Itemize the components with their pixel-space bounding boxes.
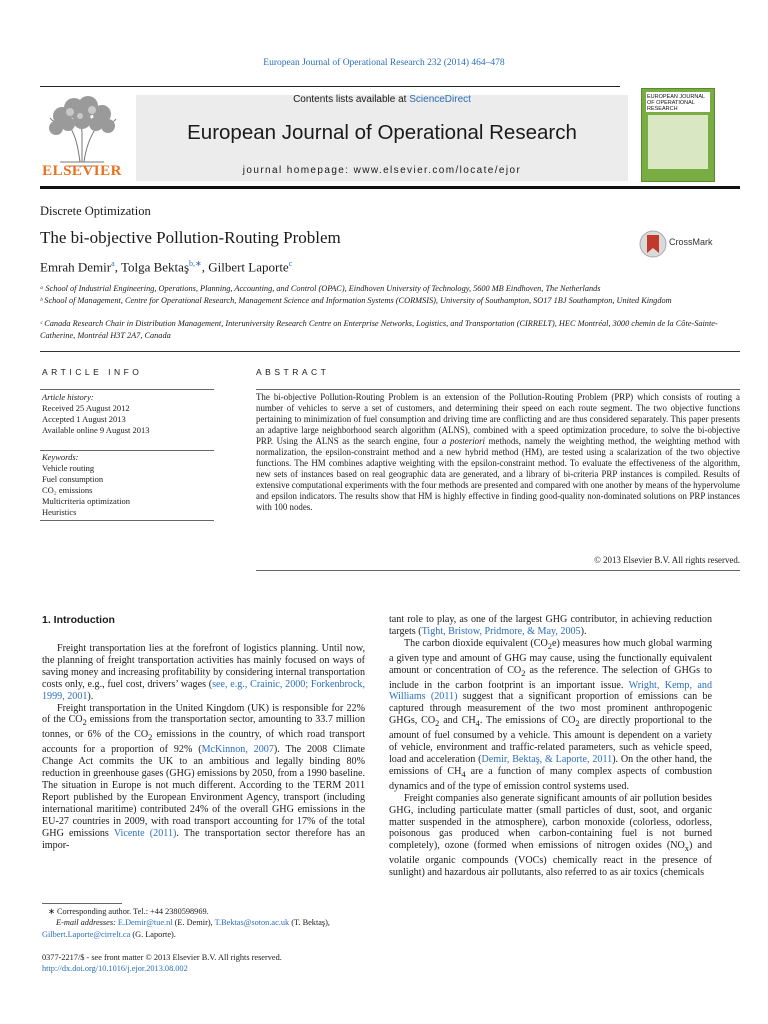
crossmark-label[interactable]: CrossMark [669,237,713,247]
citation-link[interactable]: Demir, Bektaş, & Laporte, 2011 [481,754,613,766]
text-run: ). [87,690,94,702]
history-label: Article history: [42,392,94,402]
contents-line [136,94,628,105]
email-owner: (T. Bektaş), [289,918,330,928]
email-owner: (G. Laporte). [130,929,176,939]
journal-cover-thumbnail[interactable] [641,88,715,182]
email-line [42,917,372,928]
text-run: Freight transportation lies at the forefront of logistics planning. Until now, the planning of freight transportation activities has mainly focused on ways of saving money and increasing profitability by considering internal transportation costs only, e.g., fuel cost, drivers’ wages ( [42,643,365,690]
header-rule [40,86,620,87]
abstract-rule [256,570,740,571]
citation-link[interactable]: see, e.g., Crainic, 2000; Forkenbrock, 1999, 2001 [42,678,365,702]
email-link[interactable]: Gilbert.Laporte@cirrelt.ca [42,929,131,939]
text-run: ). [580,625,587,637]
email-owner: (E. Demir), [172,918,215,928]
body-column-left [42,643,365,851]
info-rule [40,389,214,390]
keyword-item: Fuel consumption [42,474,104,485]
keyword-item: Multicriteria optimization [42,496,131,507]
author-name[interactable]: Gilbert Laporte [208,259,289,275]
paragraph [42,643,365,703]
info-rule [40,450,214,451]
email-label: E-mail addresses: [56,918,116,928]
author-mark[interactable]: a [111,259,115,268]
keywords [42,452,214,519]
affiliation-b: ᵇ School of Management, Centre for Operational Research, Management Science and Information Systems (CORMSIS), University of Southampton, SO17 1BJ Southampton, United Kingdom [40,296,672,305]
journal-homepage [136,165,628,176]
body-column-right [389,614,712,879]
subscript: 4 [461,769,466,779]
online-date: Available online 9 August 2013 [42,425,150,436]
abstract-part: The bi-objective Pollution-Routing Problem is an extension of the Pollution-Routing Problem (PRP) which consists of routing a number of vehicles to serve a set of customers, and determining their speed on each route segment. The two objective functions pertaining to minimization of fuel consumption and driving time are conflicting and are thus considered separately. This paper presents an adaptive large neighborhood search algorithm (ALNS), combined with a speed optimization procedure, to solve the bi-objective PRP. Using the ALNS as the search engine, four [256,392,740,447]
citation-link[interactable]: Tight, Bristow, Pridmore, & May, 2005 [421,625,581,637]
paragraph [389,638,712,793]
text-run: . The transportation sector therefore has an impor- [42,827,365,851]
author-mark[interactable]: b,∗ [189,259,202,268]
email-link[interactable]: E.Demir@tue.nl [117,918,173,928]
subscript: 2 [521,668,526,678]
issn-line: 0377-2217/$ - see front matter © 2013 Elsevier B.V. All rights reserved. [42,953,282,962]
header-thick-rule [40,186,740,189]
paragraph [42,703,365,852]
footnote-rule [42,903,122,904]
journal-title: European Journal of Operational Research [187,121,577,144]
text-run: and CH [439,715,476,727]
keyword-item: CO₂ emissions [42,485,93,496]
section-heading: 1. Introduction [42,614,115,626]
paper-title: The bi-objective Pollution-Routing Problem [40,228,341,247]
issn-block [42,952,372,975]
article-history [42,392,214,436]
text-run: Freight transportation in the United Kingdom (UK) is responsible for 22% of the CO [42,702,365,726]
text-run: ) and volatile organic compounds (VOCs) chemically react in the presence of sunlight) and hazardous air pollutants, also referred to as air toxics (chemicals [389,840,712,879]
text-run: emissions from the transportation sector, amounting to 33.7 million tonnes, or 6% of the CO [42,714,365,741]
keyword-item: Heuristics [42,507,77,518]
subscript: 2 [547,641,552,651]
affiliation-c: ᶜ Canada Research Chair in Distribution Management, Interuniversity Research Centre on Enterprise Networks, Logistics, and Transportation (CIRRELT), HEC Montréal, 3000 chemin de la Côte-Sainte-Catherine, Montréal H3T 2A7, Canada [40,319,718,340]
author-name[interactable]: Emrah Demir [40,259,112,275]
abstract-heading: ABSTRACT [256,367,330,377]
text-run: are directly proportional to the amount of fuel consumed by a vehicle. This amount is dependent on a variety of vehicle, environment and traffic-related parameters, such as vehicle speed, load and acceleration ( [389,715,712,766]
subscript: 2 [82,718,87,728]
elsevier-wordmark: ELSEVIER [42,163,122,179]
abstract-part: methods, namely the weighting method, the weighting method with normalization, the epsilon-constraint method and a new hybrid method (HM), are tested using a scalarization of the two objective functions. The HM combines adaptive weighting with the epsilon-constraint method. To evaluate the effectiveness of the algorithm, new sets of instances based on real geographic data are generated, and a library of bi-criteria PRP instances is compiled. Results of extensive computational experiments with the four methods are presented and compared with one another by means of the hypervolume and epsilon indicators. The results show that HM is highly effective in finding good-quality non-dominated solutions on PRP instances with 100 nodes. [256,436,740,513]
keyword-item: Vehicle routing [42,463,95,474]
text-run: ). The 2008 Climate Change Act commits the UK to an ambitious and legally binding 80% reduction in greenhouse gases (GHG) emissions by 2050, from a 1990 baseline. The situation in Europe is not much different. According to the TERM 2011 Report published by the European Environment Agency, transport (including international maritime) contributed 24% of the overall GHG emissions in the EU-27 countries in 2009, with road transport accounting for 17% of the total GHG emissions [42,744,365,839]
article-section: Discrete Optimization [40,204,151,218]
homepage-label: journal homepage: [242,165,354,176]
text-run: are a function of many complex aspects of combustion dynamics and of the type of emission control systems used. [389,765,712,792]
subscript: 2 [575,719,580,729]
text-run: e) measures how much global warming a given type and amount of GHG may cause, using the functionally equivalent amount or concentration of CO [389,637,712,676]
text-run: suggest that a significant proportion of emissions can be captured through measurement of the two most prominent anthropogenic GHGs, CO [389,691,712,727]
citation-link[interactable]: McKinnon, 2007 [201,744,274,756]
affiliation-a: ᵃ School of Industrial Engineering, Operations, Planning, Accounting, and Control (OPAC), Eindhoven University of Technology, 5600 MB Eindhoven, The Netherlands [40,284,601,293]
info-rule [40,520,214,521]
text-run: The carbon dioxide equivalent (CO [404,637,548,649]
abstract-italic: a posteriori [441,436,486,447]
cover-panel [648,115,708,169]
subscript: 2 [435,719,440,729]
subscript: x [684,844,689,854]
article-info-heading: ARTICLE INFO [42,367,143,377]
citation-link[interactable]: Wright, Kemp, and Williams (2011) [389,679,712,703]
email-line [42,929,372,940]
abstract-text [256,392,740,514]
subscript: 4 [475,719,480,729]
accepted-date: Accepted 1 August 2013 [42,414,126,425]
text-run: . The emissions of CO [479,715,576,727]
journal-citation-link[interactable]: European Journal of Operational Research 232 (2014) 464–478 [263,58,505,68]
footnotes [42,906,372,940]
paragraph [389,793,712,879]
paragraph [389,614,712,638]
doi-link[interactable]: http://dx.doi.org/10.1016/j.ejor.2013.08.002 [42,964,188,974]
author-mark[interactable]: c [288,259,293,268]
text-run: ). On the other hand, the emissions of CH [389,754,712,777]
text-run: as the reference. The selection of GHGs to include in the carbon footprint is an important issue. [389,664,712,691]
corresponding-author-note: ∗ Corresponding author. Tel.: +44 2380598969. [48,907,209,916]
subscript: 2 [148,733,153,743]
author-list: Emrah Demir$^a$, Tolga Bektaş$^{b,∗}$, Gilbert Laporte$^c$ [40,259,293,275]
text-run: Freight companies also generate significant amounts of air pollution besides GHG, including particulate matter (small particles of dust, soot, and organic matter suspended in the atmosphere), carbon monoxide (colorless, odorless, poisonous gas produced when carbon-containing fuel is not burned completely), ozone (formed when emissions of nitrogen oxides (NO [389,792,712,852]
abstract-copyright: © 2013 Elsevier B.V. All rights reserved. [594,555,740,565]
text-run: tant role to play, as one of the largest GHG contributor, in achieving reduction targets ( [389,614,712,637]
citation-link[interactable]: Vicente (2011) [113,827,177,839]
contents-label: Contents lists available at [293,94,410,105]
homepage-url[interactable]: www.elsevier.com/locate/ejor [353,165,522,176]
sciencedirect-link[interactable]: ScienceDirect [409,94,471,105]
text-run: emissions in the country, of which road transport accounts for a proportion of 92% ( [42,729,365,756]
received-date: Received 25 August 2012 [42,403,130,414]
abstract-rule [256,389,740,390]
author-name[interactable]: Tolga Bektaş [120,259,189,275]
cover-title: EUROPEAN JOURNAL OF OPERATIONAL RESEARCH [647,94,705,112]
email-link[interactable]: T.Bektas@soton.ac.uk [214,918,290,928]
keywords-label: Keywords: [42,452,79,462]
section-rule [40,351,740,352]
